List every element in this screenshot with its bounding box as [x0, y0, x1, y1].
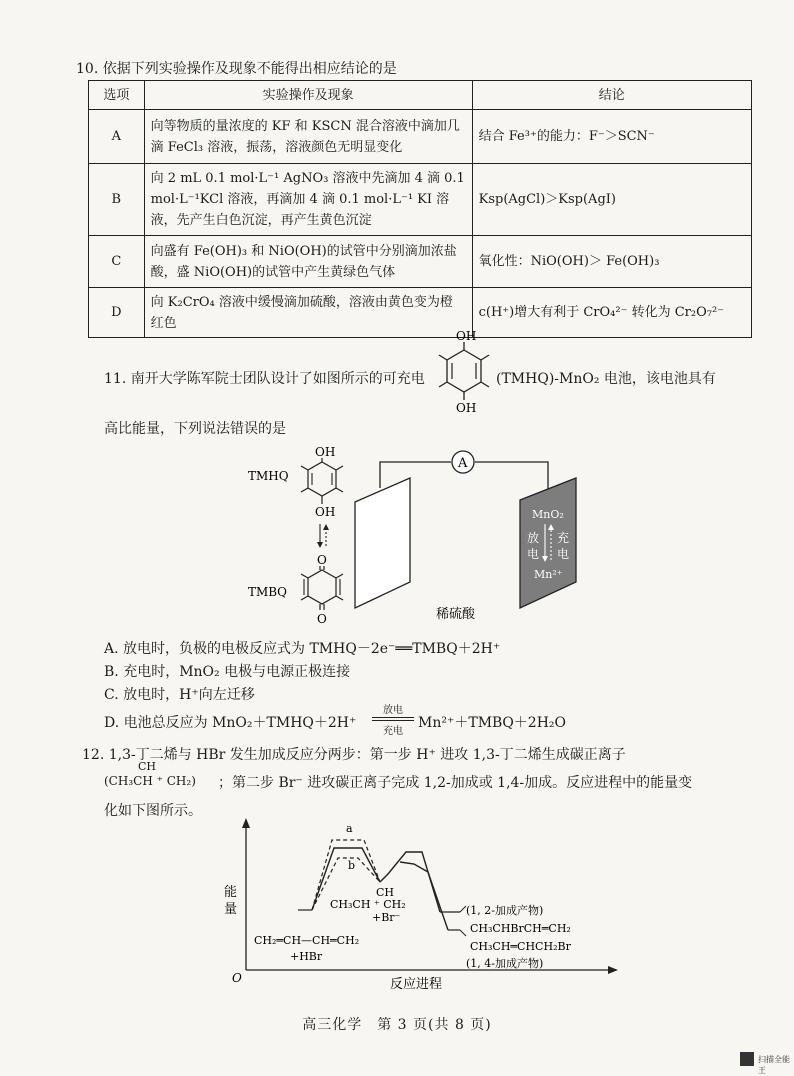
q11-stem-part2: (TMHQ)-MnO₂ 电池，该电池具有	[496, 371, 716, 387]
row-operation: 向 2 mL 0.1 mol·L⁻¹ AgNO₃ 溶液中先滴加 4 滴 0.1 mol·L⁻¹KCl 溶液，再滴加 4 滴 0.1 mol·L⁻¹ KI 溶液，先产生白色沉淀，再产生黄色沉淀	[144, 164, 472, 236]
header-conclusion: 结论	[472, 81, 751, 110]
q11-option-d-right: Mn²⁺＋TMBQ＋2H₂O	[418, 715, 566, 731]
row-conclusion: Ksp(AgCl)＞Ksp(AgI)	[472, 164, 751, 236]
row-option: C	[89, 236, 145, 288]
q12-line1: 12. 1,3-丁二烯与 HBr 发生加成反应分两步：第一步 H⁺ 进攻 1,3-丁二烯生成碳正离子	[82, 747, 626, 763]
charge-vertical-1: 充	[557, 531, 570, 545]
row-option: A	[89, 110, 145, 164]
mno2-label: MnO₂	[532, 508, 564, 521]
table-header-row	[89, 81, 752, 110]
oh-label: OH	[315, 445, 336, 459]
left-electrode	[355, 478, 410, 608]
row-option: B	[89, 164, 145, 236]
product-14-formula: CH₃CH═CHCH₂Br	[470, 940, 571, 953]
q11-option-b: B. 充电时，MnO₂ 电极与电源正极连接	[104, 664, 351, 680]
row-conclusion: 氧化性：NiO(OH)＞ Fe(OH)₃	[472, 236, 751, 288]
origin-label: O	[232, 971, 242, 985]
q11-option-c: C. 放电时，H⁺向左迁移	[104, 687, 255, 703]
y-label-2: 量	[224, 902, 238, 917]
electrolyte-label: 稀硫酸	[436, 607, 476, 622]
tmhq-label: TMHQ	[248, 469, 289, 483]
equilibrium-arrow-2	[372, 720, 414, 721]
q11-stem-part1: 11. 南开大学陈军院士团队设计了如图所示的可充电	[104, 371, 425, 387]
carbocation-top: CH	[138, 760, 157, 773]
header-option: 选项	[89, 81, 145, 110]
q11-option-a: A. 放电时，负极的电极反应式为 TMHQ－2e⁻══TMBQ＋2H⁺	[104, 641, 501, 657]
charge-vertical-2: 电	[557, 547, 570, 561]
curve-b-label: b	[348, 859, 356, 872]
table-row	[89, 164, 752, 236]
qr-code-icon	[740, 1052, 754, 1066]
product-12-label: (1, 2-加成产物)	[466, 904, 544, 917]
product-14-label: (1, 4-加成产物)	[466, 957, 544, 970]
q10-title: 10. 依据下列实验操作及现象不能得出相应结论的是	[76, 61, 397, 77]
table-row	[89, 110, 752, 164]
curve-a-label: a	[346, 822, 353, 835]
row-operation: 向盛有 Fe(OH)₃ 和 NiO(OH)的试管中分别滴加浓盐酸，盛 NiO(OH)的试管中产生黄绿色气体	[144, 236, 472, 288]
discharge-vertical-2: 电	[527, 547, 540, 561]
oh-label: OH	[456, 330, 477, 343]
product-12-formula: CH₃CHBrCH═CH₂	[470, 922, 571, 935]
q12-line2: ；第二步 Br⁻ 进攻碳正离子完成 1,2-加成或 1,4-加成。反应进程中的能量变	[218, 775, 693, 791]
o-label: O	[317, 553, 327, 567]
y-label-1: 能	[224, 885, 238, 900]
tmbq-label: TMBQ	[248, 585, 287, 599]
row-conclusion: c(H⁺)增大有利于 CrO₄²⁻ 转化为 Cr₂O₇²⁻	[472, 288, 751, 338]
q11-stem-line2: 高比能量，下列说法错误的是	[104, 421, 286, 437]
battery-diagram	[240, 442, 590, 634]
intermediate-formula: CH₃CH ⁺ CH₂	[330, 898, 406, 911]
oh-label: OH	[456, 401, 477, 415]
row-operation: 向等物质的量浓度的 KF 和 KSCN 混合溶液中滴加几滴 FeCl₃ 溶液，振荡，溶液颜色无明显变化	[144, 110, 472, 164]
intermediate-br: +Br⁻	[372, 911, 401, 924]
energy-diagram	[220, 812, 620, 992]
reactant-hbr: +HBr	[290, 950, 323, 963]
o-label: O	[317, 612, 327, 626]
page-footer: 高三化学 第 3 页(共 8 页)	[302, 1017, 492, 1033]
curve-second-barrier-2	[400, 862, 448, 930]
experiment-table	[88, 80, 752, 338]
q11-option-d-bottom: 充电	[383, 726, 403, 737]
ammeter-label: A	[458, 456, 468, 471]
oh-label: OH	[315, 505, 336, 519]
row-option: D	[89, 288, 145, 338]
q11-option-d-left: D. 电池总反应为 MnO₂＋TMHQ＋2H⁺	[104, 715, 357, 731]
table-row	[89, 288, 752, 338]
mn2-label: Mn²⁺	[534, 568, 563, 581]
row-conclusion: 结合 Fe³⁺的能力：F⁻＞SCN⁻	[472, 110, 751, 164]
discharge-vertical-1: 放	[527, 531, 540, 545]
row-operation: 向 K₂CrO₄ 溶液中缓慢滴加硫酸，溶液由黄色变为橙红色	[144, 288, 472, 338]
carbocation-formula: (CH₃CH ⁺ CH₂)	[104, 774, 196, 788]
scanner-watermark: 扫描全能王	[758, 1055, 790, 1075]
tmhq-inline-structure	[436, 330, 492, 416]
x-label: 反应进程	[390, 977, 443, 992]
equilibrium-arrow	[372, 717, 414, 718]
header-operation: 实验操作及现象	[144, 81, 472, 110]
table-row	[89, 236, 752, 288]
q12-line3: 化如下图所示。	[104, 803, 202, 819]
reactant-formula: CH₂═CH—CH═CH₂	[254, 934, 360, 947]
q11-option-d-top: 放电	[383, 705, 403, 716]
intermediate-ch: CH	[376, 886, 395, 899]
